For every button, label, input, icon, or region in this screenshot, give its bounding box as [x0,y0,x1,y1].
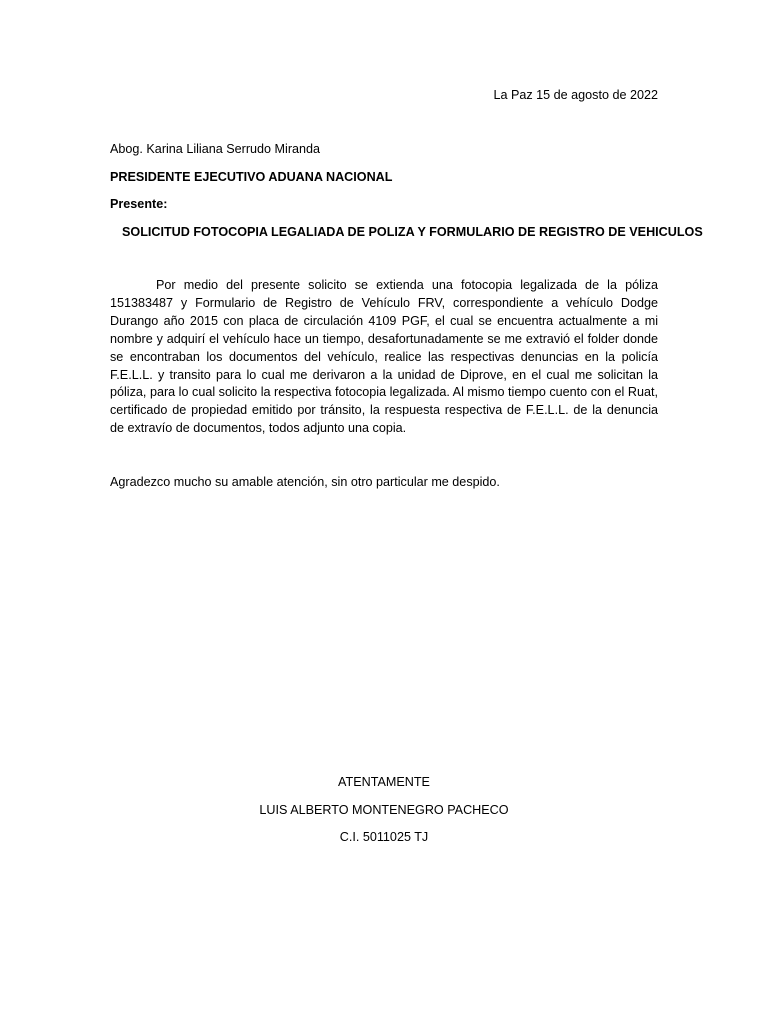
letter-date: La Paz 15 de agosto de 2022 [493,88,658,102]
addressee-name: Abog. Karina Liliana Serrudo Miranda [110,142,321,156]
signature-closing: ATENTAMENTE [338,775,430,789]
addressee-title: PRESIDENTE EJECUTIVO ADUANA NACIONAL [110,170,393,184]
signature-id: C.I. 5011025 TJ [339,830,429,844]
signature-name: LUIS ALBERTO MONTENEGRO PACHECO [259,803,509,817]
letter-subject: SOLICITUD FOTOCOPIA LEGALIADA DE POLIZA Y FORMULARIO DE REGISTRO DE VEHICULOS [122,225,703,239]
salutation: Presente: [110,197,168,211]
letter-closing: Agradezco mucho su amable atención, sin otro particular me despido. [110,475,500,489]
letter-body: Por medio del presente solicito se extienda una fotocopia legalizada de la póliza 151383487 y Formulario de Registro de Vehículo FRV, correspondiente a vehículo Dodge Durango año 2015 con placa de circulación 4109 PGF, el cual se encuentra actualmente a mi nombre y adquirí el vehículo hace un tiempo, desafortunadamente se me extravió el folder donde se encontraban los documentos del vehículo, realice las respectivas denuncias en la policía F.E.L.L. y transito para lo cual me derivaron a la unidad de Diprove, en el cual me solicitan la póliza, para lo cual solicito la respectiva fotocopia legalizada. Al mismo tiempo cuento con el Ruat, certificado de propiedad emitido por tránsito, la respuesta respectiva de F.E.L.L. de la denuncia de extravío de documentos, todos adjunto una copia. [110,278,658,436]
